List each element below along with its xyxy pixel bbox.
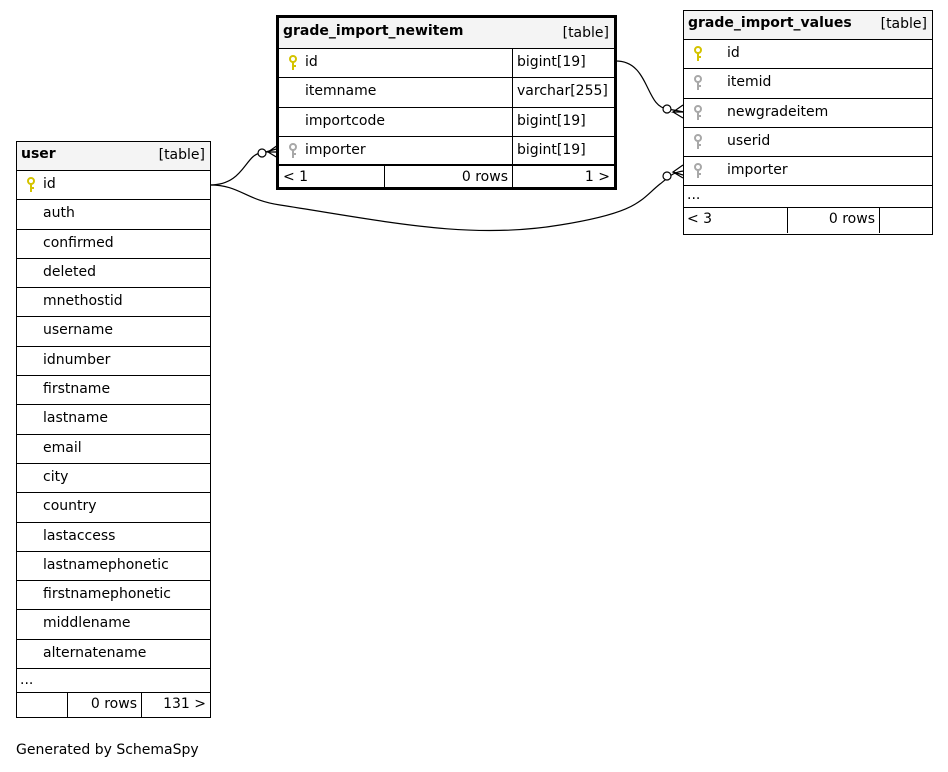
column-row[interactable]	[684, 99, 932, 128]
column-row[interactable]	[17, 347, 210, 376]
column-name: id	[727, 45, 740, 61]
optional-circle-values-newgradeitem	[663, 105, 671, 113]
column-name: deleted	[43, 263, 96, 280]
column-name: itemname	[305, 83, 377, 100]
column-row[interactable]	[17, 523, 210, 552]
table-header	[684, 11, 932, 40]
column-type: bigint[19]	[512, 108, 612, 136]
column-row[interactable]	[17, 230, 210, 259]
foreign-key-icon	[693, 134, 703, 150]
column-row[interactable]	[279, 78, 614, 107]
column-row[interactable]	[17, 259, 210, 288]
column-row[interactable]	[684, 128, 932, 157]
column-name: lastnamephonetic	[43, 556, 169, 573]
column-row[interactable]	[17, 610, 210, 639]
column-row[interactable]	[17, 200, 210, 229]
column-name: id	[43, 176, 56, 192]
table-footer	[684, 208, 932, 233]
column-row[interactable]	[17, 288, 210, 317]
column-row[interactable]	[17, 171, 210, 200]
column-row[interactable]	[684, 40, 932, 69]
column-name: idnumber	[43, 351, 111, 368]
table-header	[17, 142, 210, 171]
table-type: [table]	[158, 147, 205, 163]
table-grade-import-values[interactable]	[683, 10, 933, 235]
column-row[interactable]	[17, 640, 210, 669]
column-row[interactable]	[684, 69, 932, 98]
column-row[interactable]	[17, 405, 210, 434]
table-footer	[17, 693, 210, 718]
column-name: firstname	[43, 381, 111, 398]
column-name: lastname	[43, 410, 108, 427]
column-name: lastaccess	[43, 527, 116, 544]
children-count[interactable]: 131 >	[141, 693, 210, 718]
table-grade-import-newitem[interactable]	[276, 15, 617, 190]
ellipsis: ...	[687, 187, 701, 204]
column-name: itemid	[727, 74, 772, 91]
column-row[interactable]	[17, 552, 210, 581]
column-name: id	[305, 54, 318, 70]
table-name[interactable]: grade_import_newitem	[283, 23, 464, 39]
column-name: newgradeitem	[727, 103, 829, 120]
link-newitem-to-values-newgradeitem	[616, 61, 684, 112]
column-row[interactable]	[17, 435, 210, 464]
primary-key-icon	[693, 46, 703, 62]
row-count: 0 rows	[787, 208, 879, 233]
column-name: userid	[727, 132, 771, 149]
column-name: confirmed	[43, 234, 114, 251]
column-row[interactable]	[17, 493, 210, 522]
optional-circle-values-importer	[663, 172, 671, 180]
table-user[interactable]	[16, 141, 211, 718]
parents-count[interactable]: < 1	[283, 169, 309, 186]
column-row[interactable]	[279, 49, 614, 78]
ellipsis: ...	[20, 672, 34, 689]
table-header	[279, 18, 614, 49]
column-row[interactable]	[17, 581, 210, 610]
column-name: importcode	[305, 112, 385, 129]
column-name: importer	[305, 141, 366, 158]
column-type: varchar[255]	[512, 78, 612, 106]
foreign-key-icon	[288, 143, 298, 159]
more-columns	[684, 186, 932, 208]
column-type: bigint[19]	[512, 49, 612, 77]
children-count[interactable]: 1 >	[512, 166, 614, 190]
column-row[interactable]	[17, 317, 210, 346]
column-name: city	[43, 468, 69, 485]
row-count: 0 rows	[67, 693, 141, 718]
column-name: middlename	[43, 615, 131, 632]
table-type: [table]	[562, 25, 609, 41]
optional-circle-newitem-importer	[258, 149, 266, 157]
column-name: alternatename	[43, 644, 147, 661]
foreign-key-icon	[693, 163, 703, 179]
parents-count[interactable]: < 3	[687, 211, 713, 228]
column-name: email	[43, 439, 82, 456]
column-row[interactable]	[279, 137, 614, 166]
column-name: username	[43, 322, 113, 339]
primary-key-icon	[26, 177, 36, 193]
column-row[interactable]	[684, 157, 932, 186]
generated-by-label: Generated by SchemaSpy	[16, 742, 199, 758]
foreign-key-icon	[693, 75, 703, 91]
primary-key-icon	[288, 55, 298, 71]
children-count[interactable]	[879, 208, 932, 233]
row-count: 0 rows	[384, 166, 512, 190]
column-name: country	[43, 498, 97, 515]
table-name[interactable]: grade_import_values	[688, 15, 852, 31]
column-row[interactable]	[17, 376, 210, 405]
column-name: firstnamephonetic	[43, 586, 171, 603]
column-type: bigint[19]	[512, 137, 612, 164]
column-row[interactable]	[279, 108, 614, 137]
column-name: importer	[727, 162, 788, 179]
more-columns	[17, 669, 210, 693]
column-name: auth	[43, 205, 75, 222]
crowfoot-values-newgradeitem	[673, 105, 683, 118]
table-type: [table]	[880, 16, 927, 32]
column-row[interactable]	[17, 464, 210, 493]
foreign-key-icon	[693, 105, 703, 121]
table-footer	[279, 166, 614, 190]
table-name[interactable]: user	[21, 146, 56, 162]
column-name: mnethostid	[43, 293, 123, 310]
user-columns	[17, 171, 210, 669]
